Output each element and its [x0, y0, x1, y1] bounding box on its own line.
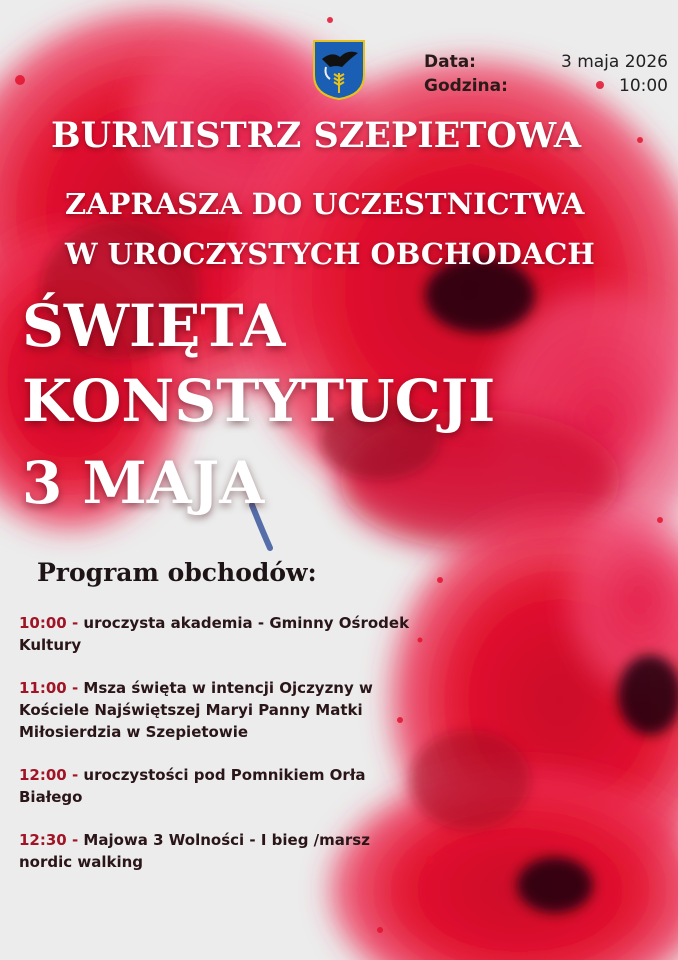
program-text: Msza święta w intencji Ojczyzny w Kościele Najświętszej Maryi Panny Matki Miłosierdzia w Szepietowie — [19, 679, 373, 741]
program-separator: - — [66, 831, 84, 849]
program-time: 11:00 — [19, 679, 67, 697]
date-value: 3 maja 2026 — [560, 52, 668, 72]
program-time: 12:30 — [19, 831, 67, 849]
program-item — [19, 829, 419, 873]
title-line-1: ŚWIĘTA — [22, 292, 286, 360]
time-label: Godzina: — [424, 76, 508, 96]
program-text: Majowa 3 Wolności - I bieg /marsz nordic walking — [19, 831, 370, 871]
program-separator: - — [66, 766, 84, 784]
program-text: uroczysta akademia - Gminny Ośrodek Kultury — [19, 614, 410, 654]
program-heading: Program obchodów: — [37, 558, 317, 587]
headline-celebration: W UROCZYSTYCH OBCHODACH — [65, 237, 595, 271]
program-time: 10:00 — [19, 614, 67, 632]
headline-mayor: BURMISTRZ SZEPIETOWA — [51, 115, 582, 156]
date-label: Data: — [424, 52, 476, 72]
program-item — [19, 764, 419, 808]
headline-invite: ZAPRASZA DO UCZESTNICTWA — [65, 187, 585, 221]
program-separator: - — [66, 679, 84, 697]
program-text: uroczystości pod Pomnikiem Orła Białego — [19, 766, 366, 806]
coat-of-arms-icon — [312, 39, 366, 101]
program-list — [19, 612, 419, 894]
program-time: 12:00 — [19, 766, 67, 784]
event-meta — [424, 50, 668, 98]
title-line-3: 3 MAJA — [22, 449, 265, 517]
program-item — [19, 612, 419, 656]
program-item — [19, 677, 419, 743]
program-separator: - — [66, 614, 84, 632]
date-row — [424, 50, 668, 74]
time-row — [424, 74, 668, 98]
title-line-2: KONSTYTUCJI — [22, 367, 496, 435]
time-value: 10:00 — [619, 76, 668, 96]
